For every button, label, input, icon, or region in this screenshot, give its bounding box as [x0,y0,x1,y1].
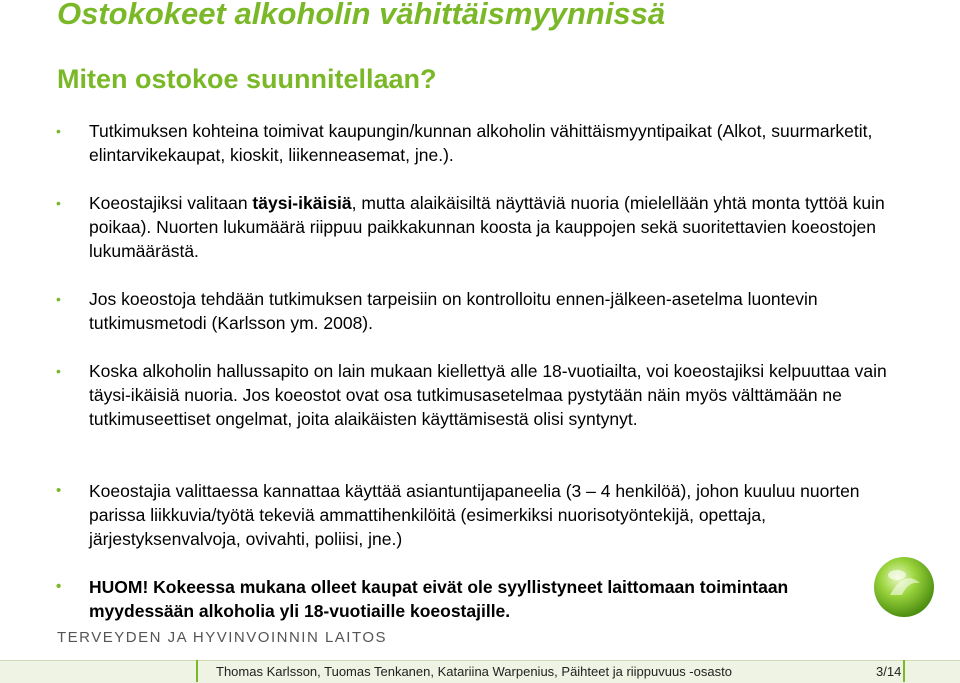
bullet-item [56,119,897,167]
bullet-icon: • [56,195,61,211]
slide-subtitle: Miten ostokoe suunnitellaan? [57,64,437,94]
slide-title: Ostokokeet alkoholin vähittäismyynnissä [57,0,666,31]
bullet-item-warning [56,575,897,623]
bullet-item [56,191,897,263]
bullet-item [56,479,897,551]
bullet-text: Tutkimuksen kohteina toimivat kaupungin/kunnan alkoholin vähittäismyyntipaikat (Alkot, suurmarketit, elintarvikekaupat, kioskit, liikenneasemat, jne.). [89,121,873,165]
bullet-text: HUOM! Kokeessa mukana olleet kaupat eivät ole syyllistyneet laittomaan toimintaan myydessään alkoholia yli 18-vuotiaille koeostajille. [89,577,789,621]
bullet-item [56,287,897,335]
bullet-text: Koeostajia valittaessa kannattaa käyttää asiantuntijapaneelia (3 – 4 henkilöä), johon kuuluu nuorten parissa liikkuvia/työtä tekeviä ammattihenkilöitä (esimerkiksi nuorisotyöntekijä, opettaja, järjestyksenvalvoja, ovivahti, poliisi, jne.) [89,481,860,549]
footer-authors: Thomas Karlsson, Tuomas Tenkanen, Katariina Warpenius, Päihteet ja riippuvuus -osasto [216,664,732,679]
bullet-icon: • [56,123,61,139]
bullet-icon: • [56,578,62,595]
bullet-text: Jos koeostoja tehdään tutkimuksen tarpeisiin on kontrolloitu ennen-jälkeen-asetelma luontevin tutkimusmetodi (Karlsson ym. 2008). [89,289,818,333]
organization-name: TERVEYDEN JA HYVINVOINNIN LAITOS [57,629,388,646]
bullet-text: , mutta alaikäisiltä näyttäviä nuoria (mielellään yhtä monta tyttöä kuin poikaa). Nuorten lukumäärä riippuu paikkakunnan koosta ja kauppojen sekä suoritettavien koeostojen lukumäärästä. [89,193,885,261]
bullet-text: Koska alkoholin hallussapito on lain mukaan kiellettyä alle 18-vuotiailta, voi koeostajiksi kelpuuttaa vain täysi-ikäisiä nuoria. Jos koeostot ovat osa tutkimusasetelmaa pystytään näin myös välttämään ne tutkimuseettiset ongelmat, joita alaikäisten käyttämisestä olisi syntynyt. [89,361,887,429]
bullet-icon: • [56,482,62,499]
bullet-item [56,359,897,431]
bullet-icon: • [56,363,61,379]
footer-divider [903,660,905,682]
logo-orb-icon [872,555,936,619]
bullet-icon: • [56,291,61,307]
bullet-bold-text: täysi-ikäisiä [252,193,352,213]
footer [0,660,960,682]
footer-divider [196,660,198,682]
page-number: 3/14 [876,664,902,679]
bullet-text: Koeostajiksi valitaan [89,193,253,213]
